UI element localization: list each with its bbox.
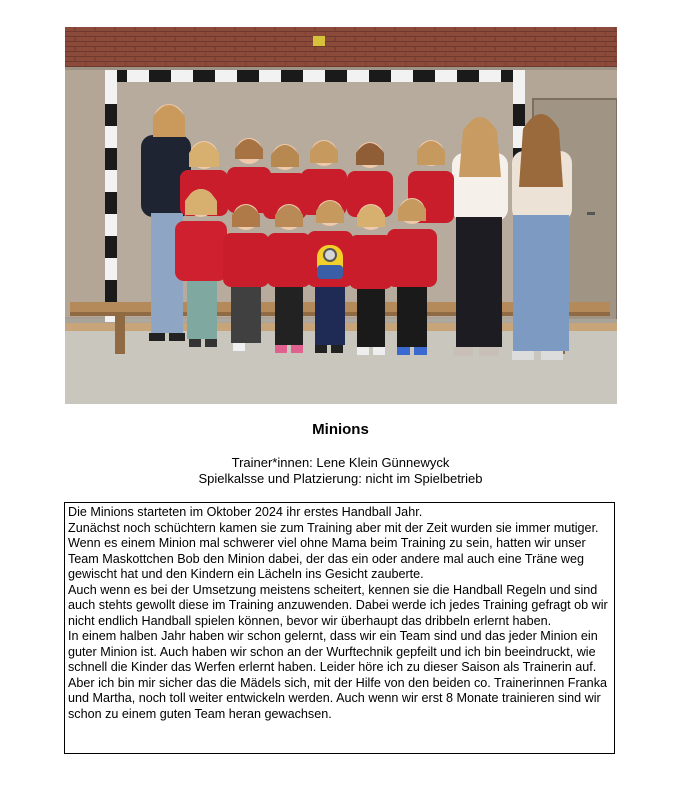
description-paragraph: Wenn es einem Minion mal schwerer viel ohne Mama beim Training zu sein, hatten wir unser Team Maskottchen Bob den Minion dabei, der das ein oder andere mal auch eine Träne weg gewischt hat und den Kindern ein Lächeln ins Gesicht zauberte.: [68, 536, 586, 581]
trainers-line: Trainer*innen: Lene Klein Günnewyck: [231, 455, 450, 470]
description-paragraph: Auch wenn es bei der Umsetzung meistens scheitert, kennen sie die Handball Regeln und sind auch stehts gewollt diese im Training anzuwenden. Dabei werde ich jedes Training gefragt ob wir nicht endlich Handball spielen können, bevor wir überhaupt das dribbeln erlernt haben.: [68, 582, 608, 628]
description-paragraph: Die Minions starteten im Oktober 2024 ihr erstes Handball Jahr.: [68, 505, 423, 519]
description-paragraph: In einem halben Jahr haben wir schon gelernt, dass wir ein Team sind und das jeder Minion ein guter Minion ist. Auch haben wir schon an der Wurftechnik gepfeilt und ich bin beeindruckt, wie schnell die Kinder das Werfen erlernt haben. Leider höre ich zu dieser Saison als Trainerin auf. Aber ich bin mir sicher das die Mädels sich, mit der Hilfe von den beiden co. Trainerinnen Franka und Martha, noch toll weiter entwickeln werden. Auch wenn wir erst 8 Monate trainieren sind wir schon zu einem guten Team heran gewachsen.: [68, 629, 607, 721]
description-paragraph: Zunächst noch schüchtern kamen sie zum Training aber mit der Zeit wurden sie immer mutiger.: [68, 520, 599, 535]
brick-wall: [65, 27, 617, 67]
minion-mascot: [317, 245, 343, 279]
team-description: [64, 502, 615, 754]
team-title: Minions: [312, 421, 369, 438]
team-photo: [65, 27, 617, 404]
league-line: Spielkalsse und Platzierung: nicht im Spielbetrieb: [198, 471, 483, 486]
team-meta: [0, 455, 681, 487]
